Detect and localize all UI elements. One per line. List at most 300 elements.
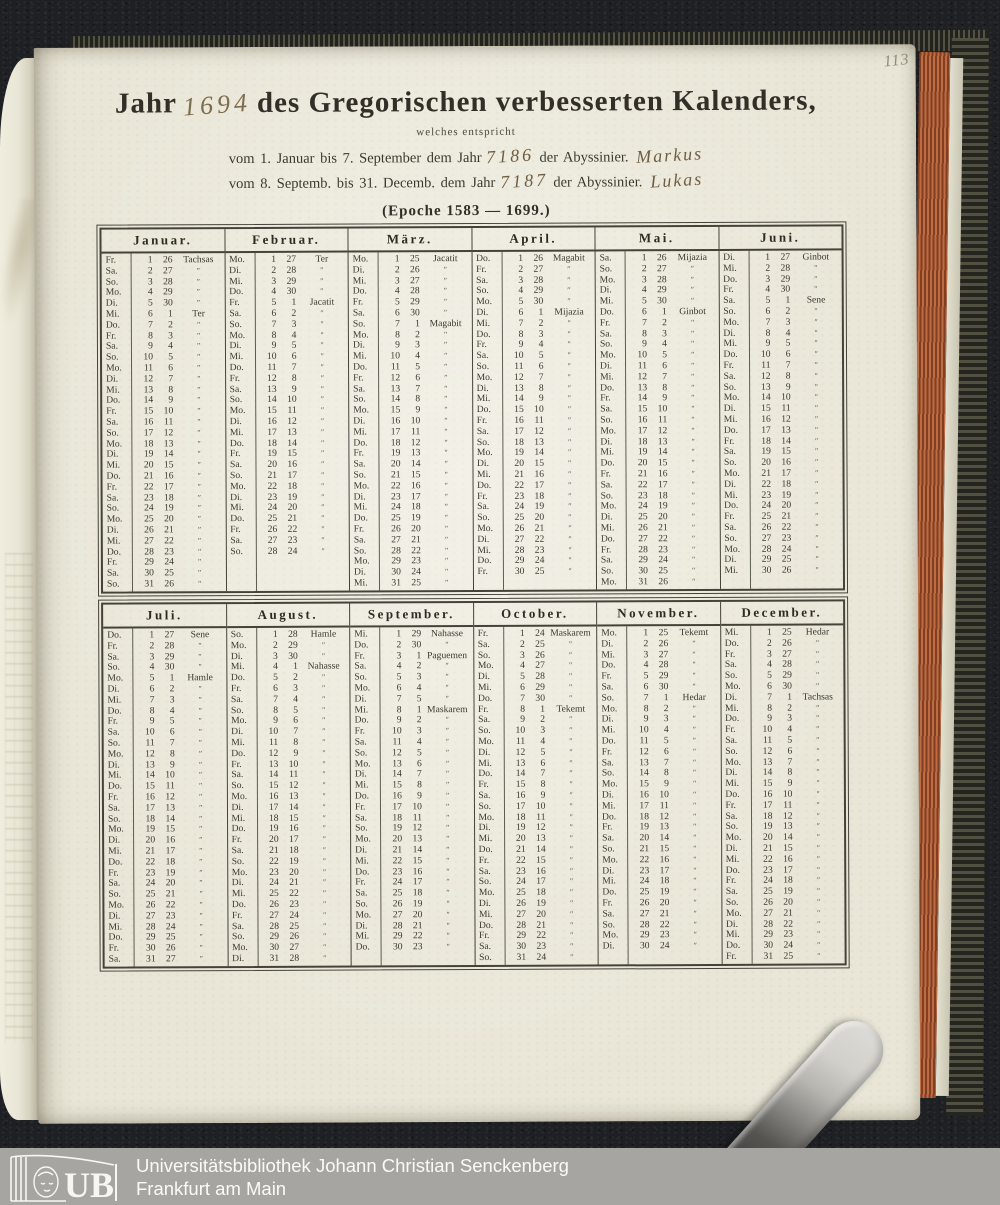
abyssinian-day-cell: 9 <box>169 758 175 770</box>
ditto-mark: ″ <box>693 800 697 810</box>
abyssinian-day-cell: 14 <box>536 843 546 855</box>
ditto-mark: ″ <box>567 285 571 295</box>
gregorian-day-cell: 18 <box>514 436 524 448</box>
abyssinian-day-cell: 26 <box>289 931 300 943</box>
weekday-cell: Mo. <box>106 438 123 450</box>
abyssinian-month-cell <box>174 684 226 695</box>
weekday-cell: Do. <box>230 513 245 525</box>
calendar-row <box>102 363 225 374</box>
ditto-mark: ″ <box>199 824 203 834</box>
gregorian-day-cell: 13 <box>762 756 773 768</box>
gregorian-day-cell: 24 <box>761 500 772 512</box>
abyssinian-month-cell <box>667 458 719 469</box>
gregorian-day-cell: 18 <box>392 811 403 823</box>
title-block <box>34 84 899 222</box>
weekday-cell: Fr. <box>231 834 243 846</box>
abyssinian-day-cell: 17 <box>410 490 421 502</box>
abyssinian-day-cell: 16 <box>783 853 793 865</box>
ditto-mark: ″ <box>568 639 573 649</box>
abyssinian-day-cell: 18 <box>781 478 792 490</box>
calendar-row <box>349 373 472 384</box>
weekday-cell: Mi. <box>599 295 614 307</box>
ditto-mark: ″ <box>570 952 574 962</box>
ditto-mark: ″ <box>815 490 819 500</box>
weekday-cell: Do. <box>106 394 121 406</box>
abyssinian-month-cell <box>174 557 226 568</box>
calendar-row <box>104 727 227 738</box>
ditto-mark: ″ <box>817 919 821 929</box>
abyssinian-day-cell: 19 <box>412 898 423 910</box>
abyssinian-day-cell: 23 <box>411 555 421 567</box>
gregorian-day-cell: 27 <box>514 533 525 545</box>
weekday-cell: Mi. <box>230 502 244 514</box>
gregorian-day-cell: 4 <box>518 285 524 297</box>
ditto-mark: ″ <box>815 554 819 564</box>
abyssinian-day-cell: 6 <box>168 362 174 374</box>
ditto-mark: ″ <box>199 921 203 931</box>
ditto-mark: ″ <box>569 898 574 908</box>
weekday-cell: Sa. <box>725 810 738 822</box>
gregorian-day-cell: 31 <box>516 951 527 963</box>
weekday-cell: Sa. <box>476 274 489 286</box>
abyssinian-month-cell <box>791 479 843 490</box>
weekday-cell: So. <box>723 457 737 469</box>
abyssinian-day-cell: 14 <box>412 844 423 856</box>
gregorian-day-cell: 26 <box>391 523 401 535</box>
gregorian-day-cell: 10 <box>515 724 526 737</box>
gregorian-day-cell: 4 <box>147 286 153 298</box>
abyssinian-month-cell <box>791 533 843 544</box>
abyssinian-day-cell: 17 <box>534 479 545 491</box>
gregorian-day-cell: 8 <box>765 327 771 339</box>
ditto-mark: ″ <box>814 360 818 370</box>
gregorian-day-cell: 18 <box>637 435 648 447</box>
abyssinian-day-cell: 9 <box>540 789 546 801</box>
ditto-mark: ″ <box>198 748 203 758</box>
abyssinian-day-cell: 6 <box>785 348 791 360</box>
abyssinian-day-cell: 5 <box>168 351 174 363</box>
abyssinian-month-cell <box>792 779 844 790</box>
gregorian-day-cell: 23 <box>514 490 525 502</box>
ditto-mark: ″ <box>199 867 203 877</box>
gregorian-day-cell: 17 <box>390 426 401 438</box>
gregorian-day-cell: 20 <box>143 459 154 471</box>
ditto-mark: ″ <box>197 384 201 394</box>
abyssinian-day-cell: 13 <box>165 802 175 814</box>
weekday-cell: So. <box>355 822 368 834</box>
ditto-mark: ″ <box>691 522 696 532</box>
ditto-mark: ″ <box>322 780 326 790</box>
ditto-mark: ″ <box>690 296 695 306</box>
gregorian-day-cell: 10 <box>762 723 773 735</box>
weekday-cell: Sa. <box>354 660 367 672</box>
abyssinian-day-cell: 22 <box>164 535 174 547</box>
abyssinian-month-cell <box>299 889 351 900</box>
weekday-cell: Fr. <box>477 490 488 502</box>
abyssinian-day-cell: 19 <box>287 491 298 503</box>
weekday-cell: Sa. <box>229 308 242 320</box>
gregorian-day-cell: 13 <box>761 381 771 393</box>
calendar-row <box>596 372 719 383</box>
calendar-row <box>349 330 472 341</box>
gregorian-day-cell: 23 <box>390 490 401 502</box>
gregorian-day-cell: 29 <box>763 929 774 941</box>
weekday-cell: Mi. <box>355 855 369 867</box>
abyssinian-month-cell: Ginbot <box>679 305 706 318</box>
ditto-mark: ″ <box>568 491 572 501</box>
abyssinian-month-cell <box>792 649 844 660</box>
calendar-row <box>227 727 350 738</box>
abyssinian-day-cell: 16 <box>410 479 421 492</box>
abyssinian-day-cell: 17 <box>657 478 668 490</box>
abyssinian-month-cell <box>173 417 225 428</box>
calendar-row <box>721 768 844 779</box>
abyssinian-day-cell: 22 <box>658 532 668 544</box>
gregorian-day-cell: 28 <box>267 545 278 557</box>
abyssinian-day-cell: 12 <box>288 779 299 791</box>
weekday-cell: Fr. <box>355 876 366 888</box>
abyssinian-month-cell <box>669 801 721 812</box>
weekday-cell: Mi. <box>354 779 369 791</box>
abyssinian-day-cell: 7 <box>540 768 546 780</box>
weekday-cell: Sa. <box>231 920 245 932</box>
ditto-mark: ″ <box>198 727 203 737</box>
ditto-mark: ″ <box>569 736 573 746</box>
ditto-mark: ″ <box>816 854 821 864</box>
ditto-mark: ″ <box>567 264 571 274</box>
weekday-cell: Mi. <box>724 489 738 501</box>
abyssinian-month-cell <box>297 417 349 428</box>
gregorian-day-cell: 25 <box>391 512 401 524</box>
abyssinian-month-cell <box>422 856 474 867</box>
ditto-mark: ″ <box>817 940 821 950</box>
abyssinian-day-cell: 19 <box>783 885 793 897</box>
abyssinian-month-cell <box>667 275 719 286</box>
abyssinian-month-cell: Sene <box>190 629 210 641</box>
abyssinian-month-cell <box>298 802 350 813</box>
abyssinian-day-cell: 8 <box>785 370 791 382</box>
ditto-mark: ″ <box>444 351 448 361</box>
weekday-cell: Fr. <box>107 715 119 727</box>
ditto-mark: ″ <box>199 878 203 888</box>
weekday-cell: Fr. <box>353 372 364 384</box>
abyssinian-month-cell <box>543 329 595 340</box>
abyssinian-month-cell <box>422 726 474 737</box>
abyssinian-month-cell <box>791 468 843 479</box>
gregorian-day-cell: 26 <box>392 898 403 910</box>
abyssinian-day-cell: 14 <box>782 831 793 843</box>
ditto-mark: ″ <box>197 514 202 524</box>
gregorian-day-cell: 5 <box>520 670 525 683</box>
ditto-mark: ″ <box>198 792 203 802</box>
ditto-mark: ″ <box>322 737 326 747</box>
abyssinian-month-cell <box>544 523 596 534</box>
abyssinian-month-cell <box>791 447 843 458</box>
calendar-row <box>102 385 225 396</box>
month-header: Juni. <box>719 226 842 251</box>
abyssinian-month-cell <box>667 436 719 447</box>
weekday-cell: Do. <box>354 714 369 726</box>
ditto-mark: ″ <box>692 746 697 756</box>
abyssinian-day-cell: 3 <box>787 713 793 725</box>
ditto-mark: ″ <box>199 889 203 899</box>
gregorian-day-cell: 6 <box>643 681 649 693</box>
abyssinian-day-cell: 22 <box>412 930 423 942</box>
ditto-mark: ″ <box>815 468 819 478</box>
abyssinian-month-cell <box>422 867 474 878</box>
gregorian-day-cell: 27 <box>145 910 156 922</box>
ditto-mark: ″ <box>446 909 450 919</box>
abyssinian-day-cell: 4 <box>416 736 422 748</box>
abyssinian-day-cell: 4 <box>416 682 422 694</box>
abyssinian-day-cell: 21 <box>165 888 176 900</box>
gregorian-day-cell: 30 <box>269 941 280 954</box>
weekday-cell: Di. <box>601 789 614 801</box>
abyssinian-day-cell: 6 <box>416 757 422 769</box>
ditto-mark: ″ <box>692 649 696 659</box>
abyssinian-day-cell: 16 <box>534 468 545 480</box>
ditto-mark: ″ <box>691 501 696 511</box>
weekday-cell: Mo. <box>355 909 372 921</box>
calendar-row <box>349 351 472 362</box>
abyssinian-month-cell <box>299 856 351 867</box>
weekday-cell: Do. <box>105 319 121 331</box>
weekday-cell: Mo. <box>599 273 616 286</box>
gregorian-day-cell: 4 <box>394 285 400 297</box>
abyssinian-day-cell: 7 <box>785 359 791 371</box>
weekday-cell: Mi. <box>600 371 614 383</box>
weekday-cell: Mo. <box>477 660 494 672</box>
abyssinian-day-cell: 12 <box>287 415 297 427</box>
gregorian-day-cell: 14 <box>143 394 154 406</box>
weekday-cell: Mi. <box>353 426 367 438</box>
abyssinian-month-cell <box>669 822 721 833</box>
abyssinian-day-cell: 3 <box>416 671 422 683</box>
weekday-cell: Mo. <box>478 887 495 899</box>
gregorian-day-cell: 17 <box>762 799 773 811</box>
abyssinian-day-cell: 25 <box>164 567 174 579</box>
weekday-cell: Di. <box>725 842 738 854</box>
weekday-cell: Mo. <box>478 735 494 747</box>
ditto-mark: ″ <box>199 835 203 845</box>
abyssinian-day-cell: 13 <box>535 832 546 844</box>
abyssinian-day-cell: 15 <box>783 842 793 854</box>
gregorian-day-cell: 13 <box>145 758 155 771</box>
gregorian-day-cell: 16 <box>392 790 402 802</box>
abyssinian-day-cell: 5 <box>538 349 544 361</box>
weekday-cell: Sa. <box>725 734 738 746</box>
weekday-cell: Fr. <box>353 447 364 459</box>
gregorian-day-cell: 20 <box>514 457 524 469</box>
weekday-cell: Mi. <box>601 800 616 812</box>
weekday-cell: Sa. <box>108 953 121 965</box>
abyssinian-day-cell: 27 <box>163 265 173 277</box>
ditto-mark: ″ <box>816 897 821 907</box>
weekday-cell: Fr. <box>601 670 612 682</box>
ditto-mark: ″ <box>197 363 201 373</box>
ub-logo <box>8 1152 120 1202</box>
abyssinian-day-cell: 8 <box>293 736 299 748</box>
ditto-mark: ″ <box>443 329 448 339</box>
abyssinian-day-cell: 4 <box>291 329 297 341</box>
abyssinian-day-cell: 24 <box>165 920 176 932</box>
gregorian-day-cell: 23 <box>761 489 772 501</box>
ditto-mark: ″ <box>568 566 572 576</box>
weekday-cell: Mi. <box>229 426 244 438</box>
abyssinian-month-cell <box>793 854 845 865</box>
abyssinian-day-cell: 25 <box>658 565 668 577</box>
weekday-cell: Sa. <box>478 789 491 801</box>
abyssinian-day-cell: 8 <box>662 381 668 393</box>
abyssinian-day-cell: 23 <box>659 929 670 941</box>
weekday-cell: Fr. <box>725 875 737 887</box>
calendar-row <box>102 374 225 385</box>
ditto-mark: ″ <box>691 447 695 457</box>
ditto-mark: ″ <box>569 758 573 768</box>
abyssinian-day-cell: 29 <box>535 681 545 693</box>
abyssinian-day-cell: 2 <box>168 319 173 331</box>
abyssinian-day-cell: 17 <box>536 876 546 888</box>
gregorian-day-cell: 6 <box>394 307 400 319</box>
abyssinian-day-cell: 22 <box>534 533 545 545</box>
abyssinian-month-cell <box>175 716 227 727</box>
calendar-row <box>103 695 226 706</box>
gregorian-day-cell: 20 <box>639 832 650 844</box>
calendar-row <box>598 747 721 758</box>
weekday-cell: Mi. <box>355 930 370 942</box>
weekday-cell: Fr. <box>602 821 613 833</box>
gregorian-day-cell: 2 <box>519 638 525 650</box>
gregorian-day-cell: 18 <box>145 812 156 824</box>
abyssinian-month-cell <box>174 514 226 525</box>
abyssinian-day-cell: 5 <box>663 735 669 747</box>
weekday-cell: Mi. <box>725 778 740 790</box>
gregorian-day-cell: 3 <box>149 651 155 663</box>
ditto-mark: ″ <box>693 908 697 918</box>
ditto-mark: ″ <box>568 671 573 681</box>
calendar-row <box>105 954 228 965</box>
calendar-row <box>104 706 227 717</box>
ditto-mark: ″ <box>567 361 571 371</box>
abyssinian-day-cell: 23 <box>534 544 545 556</box>
calendar-row <box>351 780 474 791</box>
ditto-mark: ″ <box>692 638 696 648</box>
gregorian-day-cell: 15 <box>143 405 154 417</box>
ditto-mark: ″ <box>568 555 572 565</box>
weekday-cell: So. <box>230 629 244 641</box>
weekday-cell: Fr. <box>478 854 490 866</box>
ditto-mark: ″ <box>569 844 574 854</box>
gregorian-day-cell: 2 <box>643 638 649 650</box>
ditto-mark: ″ <box>817 929 821 939</box>
abyssinian-day-cell: 6 <box>787 745 793 757</box>
abyssinian-month-cell <box>421 567 473 578</box>
weekday-cell: So. <box>602 918 616 930</box>
abyssinian-day-cell: 14 <box>659 832 670 844</box>
abyssinian-day-cell: 9 <box>787 777 793 789</box>
gregorian-day-cell: 20 <box>145 834 156 846</box>
weekday-cell: Mo. <box>355 833 371 845</box>
abyssinian-day-cell: 17 <box>781 467 792 479</box>
weekday-cell: Mo. <box>229 329 246 341</box>
abyssinian-day-cell: 23 <box>287 534 298 546</box>
weekday-cell: So. <box>107 813 121 825</box>
gregorian-day-cell: 16 <box>515 789 526 801</box>
abyssinian-day-cell: 2 <box>538 317 544 329</box>
abyssinian-day-cell: 5 <box>785 338 791 350</box>
calendar-row <box>596 350 719 361</box>
gregorian-day-cell: 9 <box>643 713 649 725</box>
weekday-cell: Mo. <box>352 253 369 265</box>
calendar-row <box>227 662 350 673</box>
weekday-cell: Do. <box>724 637 739 649</box>
gregorian-day-cell: 22 <box>392 855 403 867</box>
ditto-mark: ″ <box>197 525 202 535</box>
weekday-cell: Sa. <box>476 350 489 362</box>
abyssinian-day-cell: 25 <box>781 553 792 565</box>
gregorian-day-cell: 22 <box>145 856 156 868</box>
weekday-cell: So. <box>725 745 738 757</box>
ditto-mark: ″ <box>568 501 572 511</box>
abyssinian-day-cell: 16 <box>657 468 668 480</box>
weekday-cell: Sa. <box>355 887 368 899</box>
weekday-cell: Sa. <box>479 941 492 953</box>
gregorian-day-cell: 2 <box>765 262 771 274</box>
abyssinian-month-cell <box>175 922 227 933</box>
gregorian-day-cell: 19 <box>514 447 524 459</box>
abyssinian-day-cell: 7 <box>538 371 544 383</box>
abyssinian-day-cell: 12 <box>782 810 793 822</box>
gregorian-day-cell: 10 <box>392 725 402 737</box>
weekday-cell: Di. <box>724 691 738 703</box>
gregorian-day-cell: 10 <box>390 350 401 362</box>
abyssinian-day-cell: 14 <box>534 447 544 459</box>
calendar-row <box>474 780 597 791</box>
abyssinian-month-cell: Tekemt <box>679 626 709 639</box>
ghost-table-showthrough <box>5 553 33 1043</box>
gregorian-day-cell: 6 <box>396 682 402 694</box>
gregorian-day-cell: 1 <box>272 628 278 640</box>
gregorian-day-cell: 29 <box>761 554 772 566</box>
abyssinian-month-cell <box>175 770 227 781</box>
abyssinian-day-cell: 8 <box>169 748 175 760</box>
weekday-cell: Sa. <box>107 651 120 663</box>
weekday-cell: Do. <box>723 349 738 361</box>
ditto-mark: ″ <box>567 437 572 447</box>
calendar-row <box>349 340 472 351</box>
calendar-row <box>721 714 844 725</box>
abyssinian-month-cell <box>297 395 349 406</box>
gregorian-day-cell: 14 <box>145 769 155 781</box>
weekday-cell: Fr. <box>479 930 490 942</box>
weekday-cell: Mo. <box>725 831 742 844</box>
ditto-mark: ″ <box>568 469 572 479</box>
gregorian-day-cell: 20 <box>392 833 403 845</box>
weekday-cell: Di. <box>354 693 367 705</box>
ditto-mark: ″ <box>816 865 821 875</box>
weekday-cell: Sa. <box>354 812 368 824</box>
gregorian-day-cell: 15 <box>145 780 155 792</box>
calendar-table-jul-dec-inner <box>101 599 847 968</box>
abyssinian-day-cell: 2 <box>416 660 422 672</box>
abyssinian-month-cell <box>298 813 350 824</box>
abyssinian-month-cell <box>790 274 842 285</box>
abyssinian-month-cell <box>423 931 475 942</box>
ditto-mark: ″ <box>446 845 450 855</box>
weekday-cell: Mi. <box>107 694 122 706</box>
ditto-mark: ″ <box>446 855 450 865</box>
gregorian-day-cell: 16 <box>514 414 524 426</box>
